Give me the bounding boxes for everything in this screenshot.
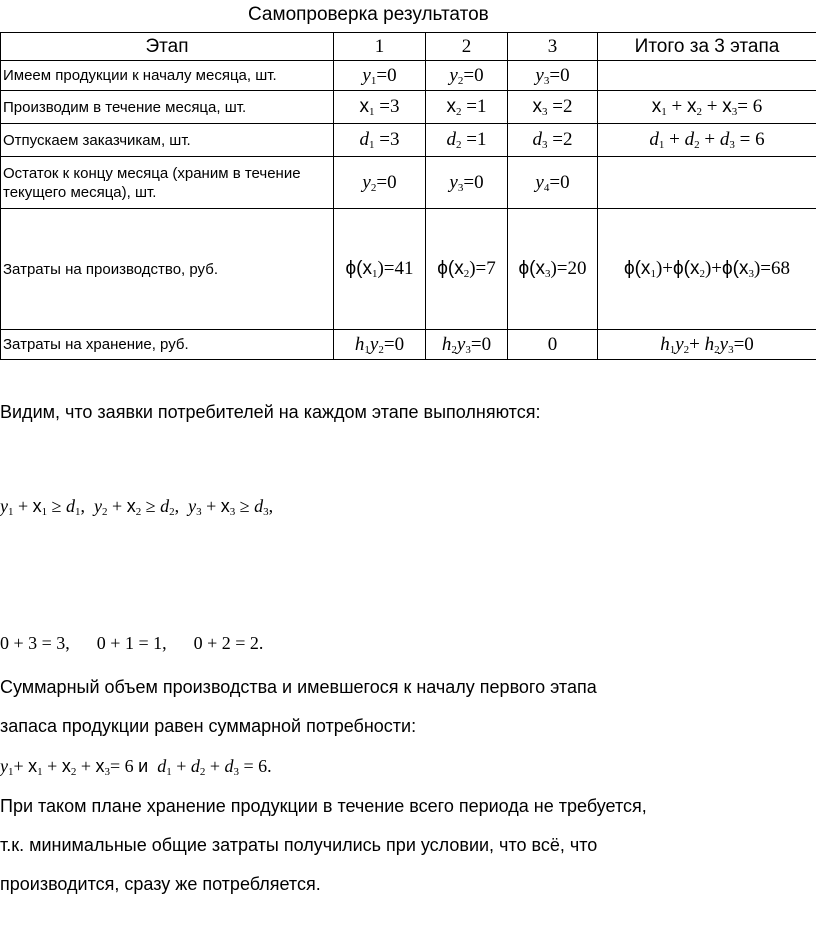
row-label: Затраты на хранение, руб. <box>1 330 334 360</box>
cell-value: 0 <box>560 64 570 86</box>
table-cell: $\phi(x_1)+\phi(x_2)+\phi(x_3)=68$ <box>598 209 816 330</box>
table-cell: $x_1 + x_2 + x_3= 6$ <box>598 91 816 124</box>
cell-value: 0 <box>387 64 397 86</box>
table-cell: $\phi(x_2)=7$ <box>426 209 508 330</box>
cell-value: 3 <box>389 129 400 150</box>
paragraph-conclusion-2: т.к. минимальные общие затраты получились при условии, что всё, что <box>0 835 598 855</box>
table-cell: $h_1y_2+ h_2y_3=0$ <box>598 330 816 360</box>
cell-value: 0 <box>744 333 754 355</box>
cell-value: 0 <box>560 171 570 193</box>
table-cell: $x_2 =1$ <box>426 91 508 124</box>
paragraph-conclusion-3: производится, сразу же потребляется. <box>0 874 321 894</box>
cell-value: 1 <box>476 129 487 150</box>
paragraph-total-volume-cont: запаса продукции равен суммарной потребности: <box>0 716 417 736</box>
cell-value: 0 <box>394 333 405 355</box>
sum-formula: $y_1+ x_1 + x_2 + x_3= 6$ и $d_1 + d_2 + d_3 = 6$. <box>0 756 272 778</box>
cell-value: 6 <box>752 96 763 117</box>
cell-value: 6 <box>755 129 765 150</box>
table-cell: $\phi(x_3)=20$ <box>508 209 598 330</box>
results-table <box>0 32 816 360</box>
paragraph-conclusion-1: При таком плане хранение продукции в течение всего периода не требуется, <box>0 796 647 816</box>
table-cell <box>598 61 816 91</box>
table-row <box>1 91 816 124</box>
table-cell: $d_1 + d_2 + d_3 = 6$ <box>598 124 816 157</box>
page-title: Самопроверка результатов <box>248 4 489 25</box>
table-cell: $d_1 =3$ <box>334 124 426 157</box>
header-stage-3: 3 <box>508 33 598 61</box>
table-cell: $d_2 =1$ <box>426 124 508 157</box>
table-row <box>1 61 816 91</box>
cell-value: 20 <box>567 258 587 279</box>
cell-value: 0 <box>474 171 484 193</box>
row-label: Отпускаем заказчикам, шт. <box>1 124 334 157</box>
cell-value: 2 <box>562 96 573 117</box>
row-label: Остаток к концу месяца (храним в течение текущего месяца), шт. <box>1 157 334 209</box>
cell-value: 7 <box>486 258 496 279</box>
cell-value: 0 <box>481 333 492 355</box>
table-cell: $y_3=0$ <box>426 157 508 209</box>
table-cell: $x_3 =2$ <box>508 91 598 124</box>
cell-value: 1 <box>476 96 487 117</box>
table-cell: $y_4=0$ <box>508 157 598 209</box>
table-cell: $\phi(x_1)=41$ <box>334 209 426 330</box>
table-cell: $y_1=0$ <box>334 61 426 91</box>
row-label: Затраты на производство, руб. <box>1 209 334 330</box>
table-header-row <box>1 33 816 61</box>
table-row <box>1 209 816 330</box>
table-cell: $x_1 =3$ <box>334 91 426 124</box>
table-cell: $d_3 =2$ <box>508 124 598 157</box>
table-cell <box>508 330 598 360</box>
cell-value: 2 <box>562 129 573 150</box>
header-total: Итого за 3 этапа <box>598 33 816 61</box>
cell-value: 0 <box>547 333 558 355</box>
header-stage-1: 1 <box>334 33 426 61</box>
table-row <box>1 330 816 360</box>
cell-value: 3 <box>389 96 400 117</box>
table-cell: $y_2=0$ <box>426 61 508 91</box>
row-label: Производим в течение месяца, шт. <box>1 91 334 124</box>
inequality-formula: $y_1 + x_1 \ge d_1$, $y_2 + x_2 \ge d_2$, $y_3 + x_3 \ge d_3$, <box>0 496 274 518</box>
numeric-check-formula: 0 + 3 = 3, 0 + 1 = 1, 0 + 2 = 2. <box>0 633 264 653</box>
table-cell <box>598 157 816 209</box>
cell-value: 41 <box>394 258 414 279</box>
table-row <box>1 157 816 209</box>
table-row <box>1 124 816 157</box>
cell-value: 68 <box>771 258 791 279</box>
table-cell: $y_2=0$ <box>334 157 426 209</box>
paragraph-total-volume: Суммарный объем производства и имевшегося к началу первого этапа <box>0 677 597 697</box>
table-cell: $h_2y_3=0$ <box>426 330 508 360</box>
cell-value: 0 <box>387 171 397 193</box>
header-stage-2: 2 <box>426 33 508 61</box>
table-cell: $y_3=0$ <box>508 61 598 91</box>
row-label: Имеем продукции к началу месяца, шт. <box>1 61 334 91</box>
paragraph-requests-met: Видим, что заявки потребителей на каждом этапе выполняются: <box>0 402 541 422</box>
table-cell: $h_1y_2=0$ <box>334 330 426 360</box>
conjunction-text: и <box>138 756 149 776</box>
header-stage: Этап <box>1 33 334 61</box>
cell-value: 0 <box>474 64 484 86</box>
